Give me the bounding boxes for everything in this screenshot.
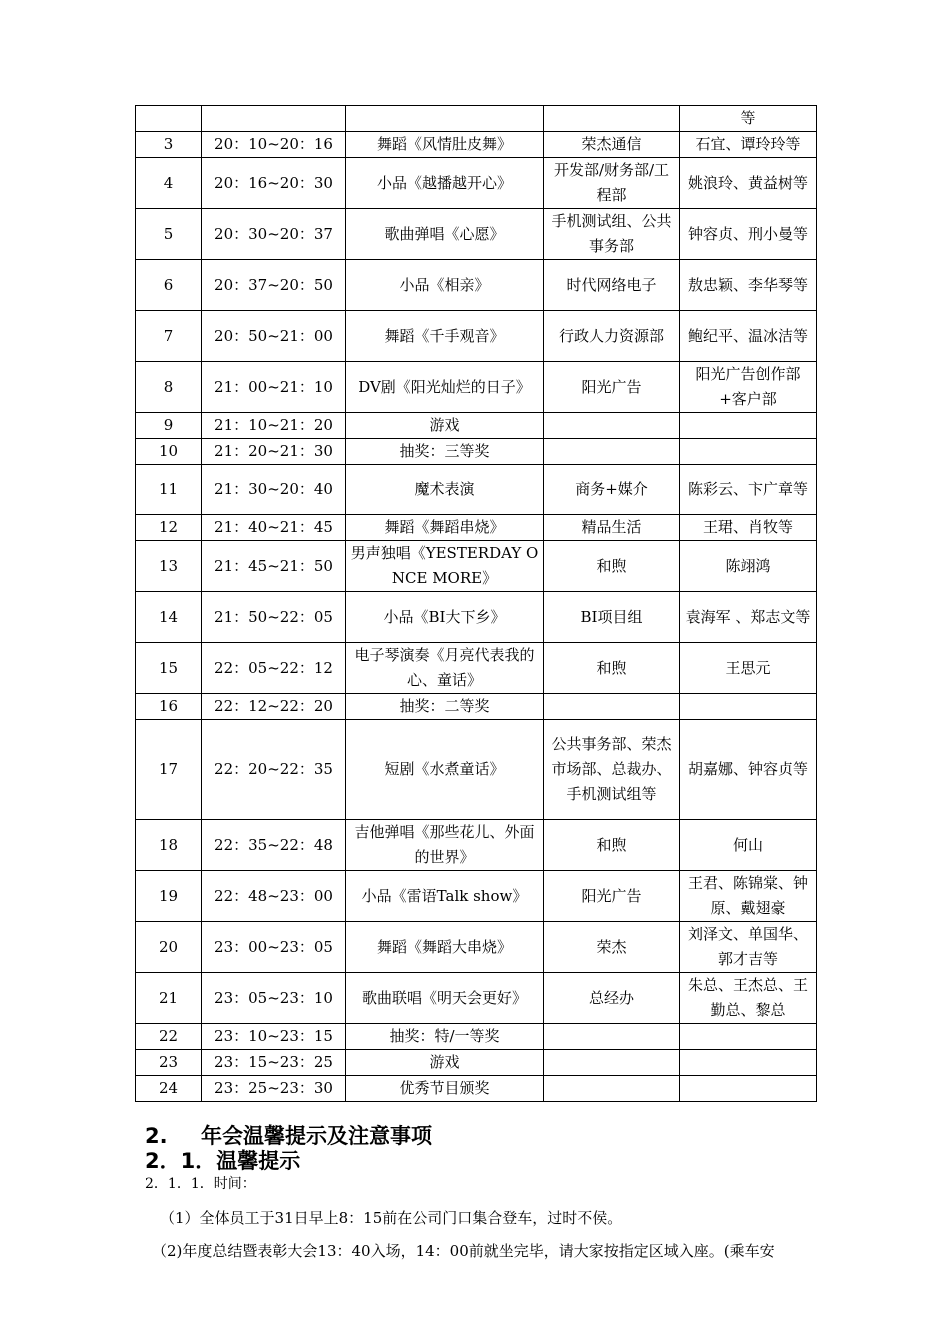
- cell-no: 5: [136, 209, 202, 260]
- cell-performer: 胡嘉娜、钟容贞等: [680, 720, 817, 820]
- cell-performer: 何山: [680, 820, 817, 871]
- cell-performer: [680, 1024, 817, 1050]
- cell-performer: 等: [680, 106, 817, 132]
- cell-program: 舞蹈《舞蹈大串烧》: [346, 922, 544, 973]
- cell-time: 21：40~21：45: [202, 515, 346, 541]
- cell-time: 23：15~23：25: [202, 1050, 346, 1076]
- cell-dept: 行政人力资源部: [544, 311, 680, 362]
- cell-dept: [544, 439, 680, 465]
- cell-time: 22：48~23：00: [202, 871, 346, 922]
- cell-dept: [544, 1076, 680, 1102]
- table-row: [136, 643, 817, 694]
- cell-performer: 敖忠颖、李华琴等: [680, 260, 817, 311]
- cell-program: 吉他弹唱《那些花儿、外面的世界》: [346, 820, 544, 871]
- cell-time: 20：10~20：16: [202, 132, 346, 158]
- table-row: [136, 973, 817, 1024]
- cell-dept: [544, 106, 680, 132]
- cell-no: 18: [136, 820, 202, 871]
- cell-program: 抽奖：特/一等奖: [346, 1024, 544, 1050]
- cell-dept: [544, 1050, 680, 1076]
- table-row: [136, 260, 817, 311]
- cell-program: 魔术表演: [346, 465, 544, 515]
- cell-no: 22: [136, 1024, 202, 1050]
- table-row: [136, 541, 817, 592]
- cell-no: 13: [136, 541, 202, 592]
- cell-time: 21：30~20：40: [202, 465, 346, 515]
- cell-program: 男声独唱《YESTERDAY ONCE MORE》: [346, 541, 544, 592]
- table-row: [136, 922, 817, 973]
- cell-program: 舞蹈《千手观音》: [346, 311, 544, 362]
- cell-no: 17: [136, 720, 202, 820]
- cell-no: 7: [136, 311, 202, 362]
- cell-time: 20：30~20：37: [202, 209, 346, 260]
- section-2-1-1-heading: 2．1．1．时间：: [145, 1176, 256, 1192]
- cell-performer: [680, 439, 817, 465]
- table-row: [136, 1024, 817, 1050]
- table-row: [136, 362, 817, 413]
- cell-time: 21：45~21：50: [202, 541, 346, 592]
- cell-dept: 荣杰: [544, 922, 680, 973]
- cell-dept: 和煦: [544, 541, 680, 592]
- cell-program: 歌曲弹唱《心愿》: [346, 209, 544, 260]
- table-row: [136, 1076, 817, 1102]
- cell-performer: 阳光广告创作部+客户部: [680, 362, 817, 413]
- cell-no: 23: [136, 1050, 202, 1076]
- table-row: [136, 465, 817, 515]
- cell-performer: [680, 1050, 817, 1076]
- table-row: [136, 820, 817, 871]
- cell-dept: 时代网络电子: [544, 260, 680, 311]
- cell-time: 22：05~22：12: [202, 643, 346, 694]
- table-row: [136, 592, 817, 643]
- cell-dept: 荣杰通信: [544, 132, 680, 158]
- cell-performer: 王思元: [680, 643, 817, 694]
- section-2-number: 2.: [145, 1124, 168, 1148]
- cell-performer: 陈彩云、卞广章等: [680, 465, 817, 515]
- table-row: [136, 413, 817, 439]
- cell-no: 20: [136, 922, 202, 973]
- cell-dept: 和煦: [544, 643, 680, 694]
- table-row: [136, 720, 817, 820]
- cell-no: 3: [136, 132, 202, 158]
- table-row: [136, 694, 817, 720]
- cell-time: 20：50~21：00: [202, 311, 346, 362]
- cell-program: 优秀节目颁奖: [346, 1076, 544, 1102]
- cell-program: [346, 106, 544, 132]
- cell-no: 24: [136, 1076, 202, 1102]
- cell-time: 21：10~21：20: [202, 413, 346, 439]
- paragraph-assembly-time: （1）全体员工于31日早上8：15前在公司门口集合登车，过时不侯。: [160, 1209, 623, 1227]
- cell-no: 15: [136, 643, 202, 694]
- cell-no: 19: [136, 871, 202, 922]
- program-table-body: [136, 106, 817, 1102]
- table-row: [136, 1050, 817, 1076]
- cell-performer: 袁海军 、郑志文等: [680, 592, 817, 643]
- cell-time: 23：25~23：30: [202, 1076, 346, 1102]
- cell-no: 12: [136, 515, 202, 541]
- cell-no: 9: [136, 413, 202, 439]
- cell-performer: 王珺、肖牧等: [680, 515, 817, 541]
- cell-dept: [544, 413, 680, 439]
- cell-program: 抽奖：三等奖: [346, 439, 544, 465]
- cell-dept: 手机测试组、公共事务部: [544, 209, 680, 260]
- cell-no: [136, 106, 202, 132]
- cell-program: 小品《BI大下乡》: [346, 592, 544, 643]
- cell-performer: 王君、陈锦棠、钟原、戴翅豪: [680, 871, 817, 922]
- cell-performer: 朱总、王杰总、王勤总、黎总: [680, 973, 817, 1024]
- cell-performer: 姚浪玲、黄益树等: [680, 158, 817, 209]
- table-row: [136, 106, 817, 132]
- cell-time: 22：12~22：20: [202, 694, 346, 720]
- cell-program: 小品《相亲》: [346, 260, 544, 311]
- cell-program: 抽奖：二等奖: [346, 694, 544, 720]
- cell-time: 23：10~23：15: [202, 1024, 346, 1050]
- cell-time: 23：05~23：10: [202, 973, 346, 1024]
- cell-dept: [544, 1024, 680, 1050]
- cell-time: 21：50~22：05: [202, 592, 346, 643]
- cell-program: 游戏: [346, 413, 544, 439]
- cell-performer: [680, 413, 817, 439]
- cell-no: 6: [136, 260, 202, 311]
- program-schedule-table: [135, 105, 817, 1102]
- table-row: [136, 132, 817, 158]
- cell-dept: [544, 694, 680, 720]
- cell-dept: 阳光广告: [544, 871, 680, 922]
- cell-time: 20：16~20：30: [202, 158, 346, 209]
- table-row: [136, 311, 817, 362]
- paragraph-meeting-time: （2)年度总结暨表彰大会13：40入场，14：00前就坐完毕，请大家按指定区域入座。(乘车安: [152, 1242, 775, 1260]
- cell-program: 短剧《水煮童话》: [346, 720, 544, 820]
- cell-performer: [680, 694, 817, 720]
- cell-program: 小品《雷语Talk show》: [346, 871, 544, 922]
- cell-time: 21：20~21：30: [202, 439, 346, 465]
- cell-time: 21：00~21：10: [202, 362, 346, 413]
- table-row: [136, 515, 817, 541]
- cell-dept: 总经办: [544, 973, 680, 1024]
- cell-program: 舞蹈《风情肚皮舞》: [346, 132, 544, 158]
- cell-performer: 鲍纪平、温冰洁等: [680, 311, 817, 362]
- table-row: [136, 439, 817, 465]
- cell-no: 14: [136, 592, 202, 643]
- cell-time: 22：35~22：48: [202, 820, 346, 871]
- cell-no: 21: [136, 973, 202, 1024]
- cell-dept: 和煦: [544, 820, 680, 871]
- cell-program: 游戏: [346, 1050, 544, 1076]
- cell-time: [202, 106, 346, 132]
- cell-program: 舞蹈《舞蹈串烧》: [346, 515, 544, 541]
- cell-no: 4: [136, 158, 202, 209]
- cell-time: 23：00~23：05: [202, 922, 346, 973]
- cell-no: 16: [136, 694, 202, 720]
- cell-program: 歌曲联唱《明天会更好》: [346, 973, 544, 1024]
- cell-time: 22：20~22：35: [202, 720, 346, 820]
- cell-dept: 商务+媒介: [544, 465, 680, 515]
- table-row: [136, 158, 817, 209]
- cell-performer: 陈翊鸿: [680, 541, 817, 592]
- table-row: [136, 209, 817, 260]
- cell-performer: 刘泽文、单国华、郭才吉等: [680, 922, 817, 973]
- cell-no: 11: [136, 465, 202, 515]
- cell-program: DV剧《阳光灿烂的日子》: [346, 362, 544, 413]
- cell-performer: 钟容贞、刑小曼等: [680, 209, 817, 260]
- cell-program: 电子琴演奏《月亮代表我的心、童话》: [346, 643, 544, 694]
- section-2-1-heading: 2．1．温馨提示: [145, 1149, 301, 1173]
- cell-performer: [680, 1076, 817, 1102]
- section-2-title: 年会温馨提示及注意事项: [201, 1124, 432, 1148]
- cell-dept: 开发部/财务部/工程部: [544, 158, 680, 209]
- cell-program: 小品《越播越开心》: [346, 158, 544, 209]
- table-row: [136, 871, 817, 922]
- cell-dept: 公共事务部、荣杰市场部、总裁办、手机测试组等: [544, 720, 680, 820]
- cell-time: 20：37~20：50: [202, 260, 346, 311]
- cell-performer: 石宜、谭玲玲等: [680, 132, 817, 158]
- cell-dept: 精品生活: [544, 515, 680, 541]
- cell-dept: BI项目组: [544, 592, 680, 643]
- cell-no: 10: [136, 439, 202, 465]
- cell-dept: 阳光广告: [544, 362, 680, 413]
- cell-no: 8: [136, 362, 202, 413]
